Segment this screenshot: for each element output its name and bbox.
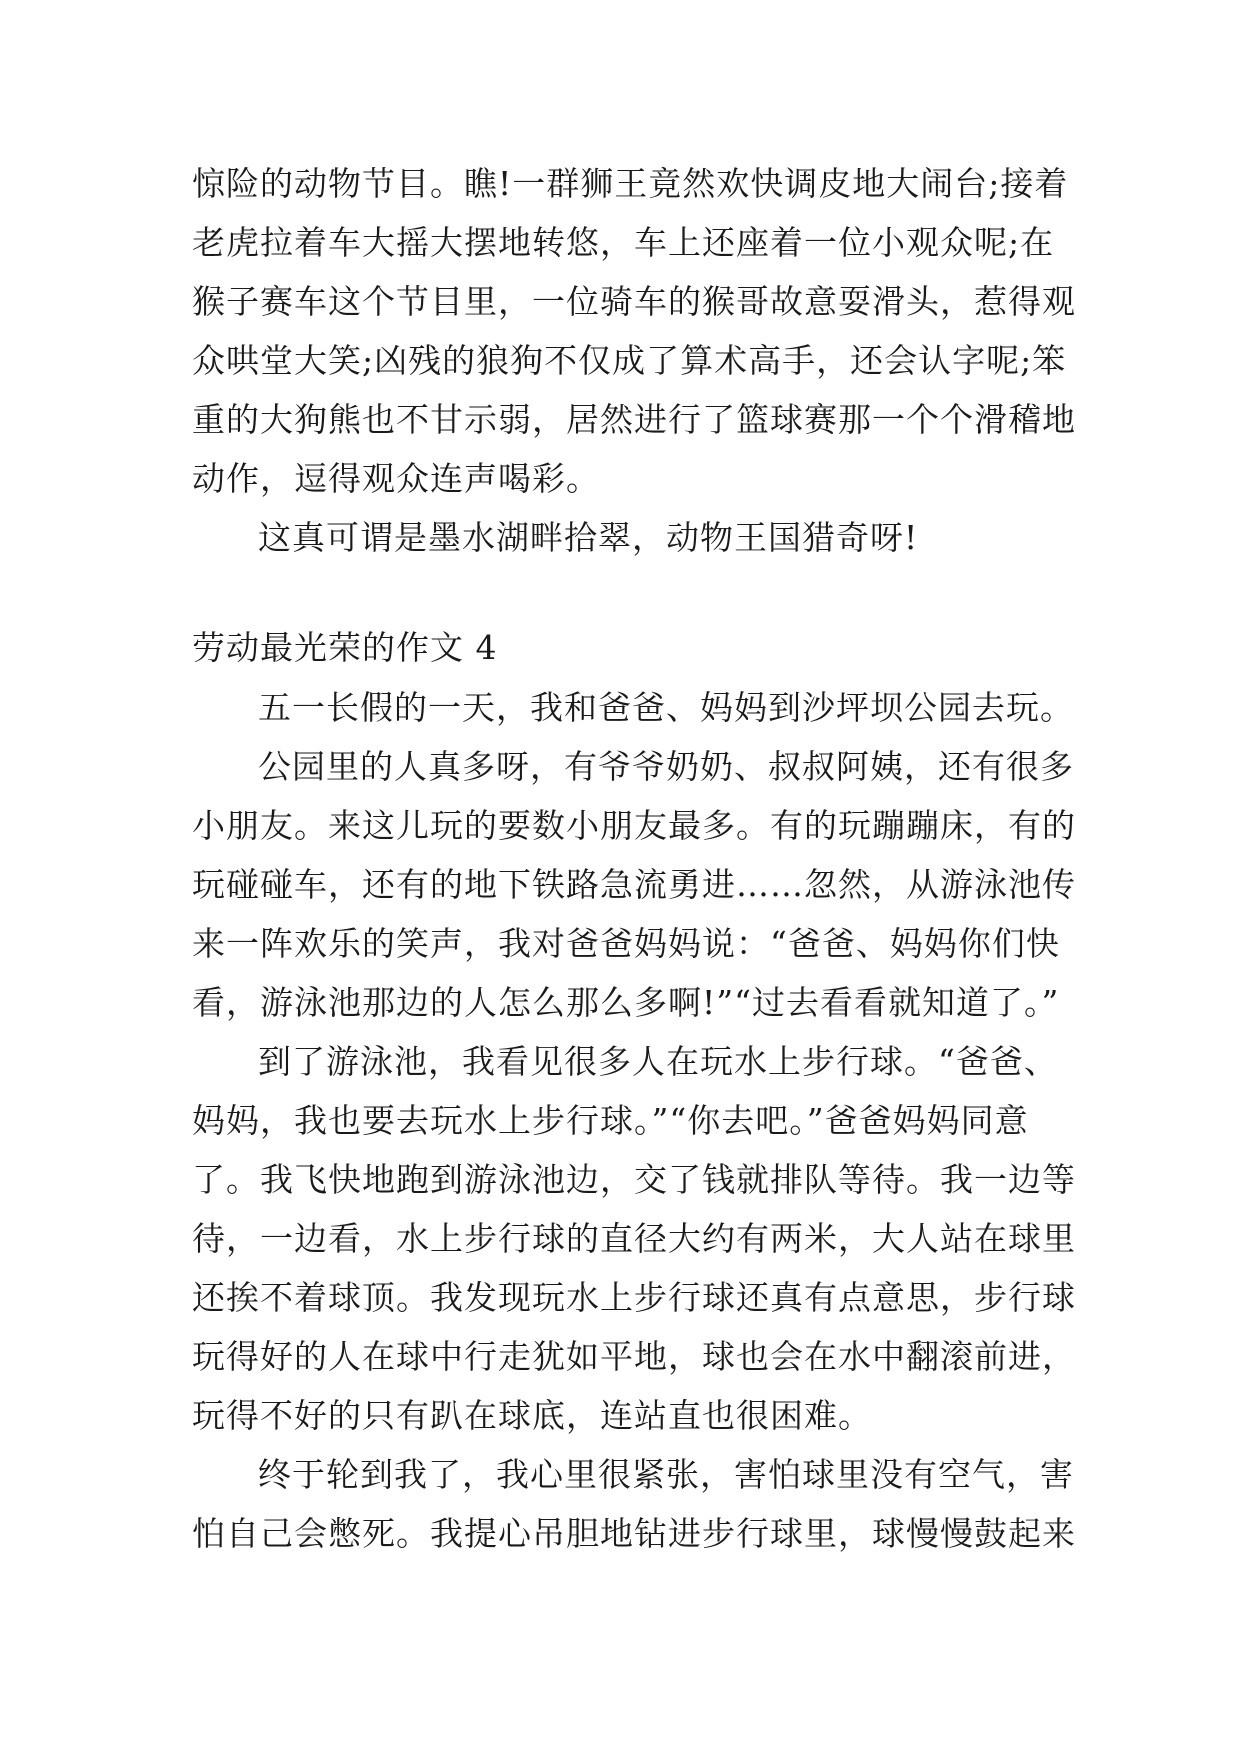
paragraph-line: 了。我飞快地跑到游泳池边，交了钱就排队等待。我一边等: [192, 1160, 1076, 1199]
paragraph-line: 怕自己会憋死。我提心吊胆地钻进步行球里，球慢慢鼓起来: [192, 1514, 1076, 1553]
section-title: 劳动最光荣的作文 4: [192, 628, 498, 667]
paragraph-line: 小朋友。来这儿玩的要数小朋友最多。有的玩蹦蹦床，有的: [192, 806, 1076, 845]
paragraph-line: 重的大狗熊也不甘示弱，居然进行了篮球赛那一个个滑稽地: [192, 400, 1076, 439]
paragraph-line: 玩得好的人在球中行走犹如平地，球也会在水中翻滚前进，: [192, 1337, 1076, 1376]
paragraph-line: 来一阵欢乐的笑声，我对爸爸妈妈说：“爸爸、妈妈你们快: [192, 924, 1060, 963]
paragraph-line: 玩碰碰车，还有的地下铁路急流勇进……忽然，从游泳池传: [192, 865, 1076, 904]
paragraph-line: 众哄堂大笑;凶残的狼狗不仅成了算术高手，还会认字呢;笨: [192, 341, 1067, 380]
paragraph-line: 五一长假的一天，我和爸爸、妈妈到沙坪坝公园去玩。: [258, 688, 1074, 727]
paragraph-line: 待，一边看，水上步行球的直径大约有两米，大人站在球里: [192, 1219, 1076, 1258]
paragraph-line: 公园里的人真多呀，有爷爷奶奶、叔叔阿姨，还有很多: [258, 747, 1074, 786]
paragraph-line: 看，游泳池那边的人怎么那么多啊!”“过去看看就知道了。”: [192, 983, 1060, 1022]
paragraph-line: 终于轮到我了，我心里很紧张，害怕球里没有空气，害: [258, 1455, 1074, 1494]
paragraph-line: 到了游泳池，我看见很多人在玩水上步行球。“爸爸、: [258, 1042, 1058, 1081]
paragraph-line: 动作，逗得观众连声喝彩。: [192, 459, 600, 498]
paragraph-line: 猴子赛车这个节目里，一位骑车的猴哥故意耍滑头，惹得观: [192, 282, 1076, 321]
paragraph-line: 妈妈，我也要去玩水上步行球。”“你去吧。”爸爸妈妈同意: [192, 1101, 1029, 1140]
paragraph-line: 玩得不好的只有趴在球底，连站直也很困难。: [192, 1396, 872, 1435]
paragraph-line: 这真可谓是墨水湖畔拾翠，动物王国猎奇呀!: [258, 518, 919, 557]
paragraph-line: 老虎拉着车大摇大摆地转悠，车上还座着一位小观众呢;在: [192, 223, 1055, 262]
paragraph-line: 惊险的动物节目。瞧!一群狮王竟然欢快调皮地大闹台;接着: [192, 164, 1069, 203]
paragraph-line: 还挨不着球顶。我发现玩水上步行球还真有点意思，步行球: [192, 1278, 1076, 1317]
